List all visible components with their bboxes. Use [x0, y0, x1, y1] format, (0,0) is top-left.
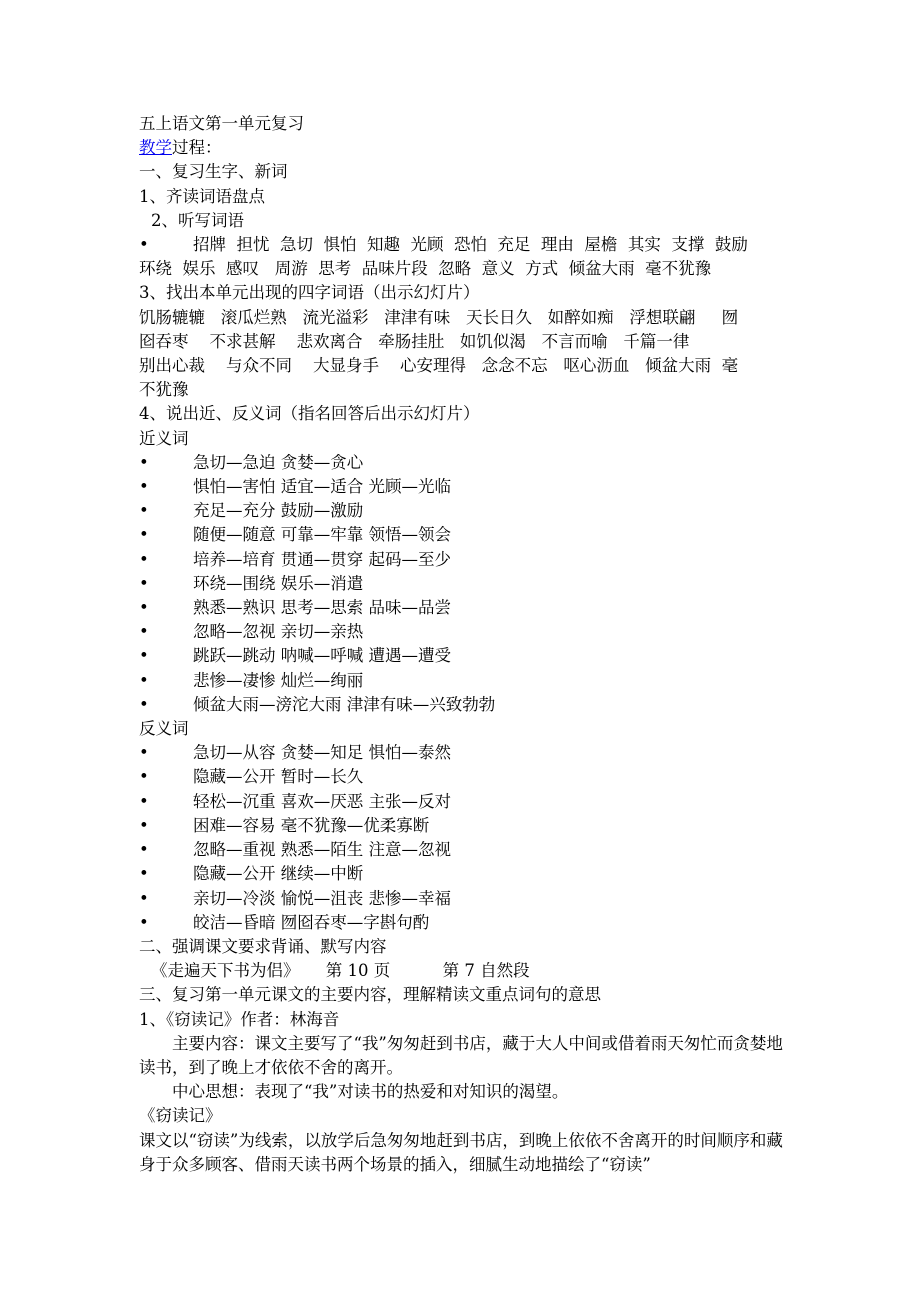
synonym-pair: 跳跃—跳动 呐喊—呼喊 遭遇—遭受 — [193, 646, 451, 666]
bullet: • — [139, 477, 149, 497]
dictation-line-2: 环绕 娱乐 感叹 周游 思考 品味片段 忽略 意义 方式 倾盆大雨 毫不犹豫 — [139, 259, 712, 279]
sec1-item2: 2、听写词语 — [151, 210, 244, 230]
idioms-line-1: 饥肠辘辘 滚瓜烂熟 流光溢彩 津津有味 天长日久 如醉如痴 浮想联翩 囫 — [139, 307, 739, 327]
list-item — [139, 765, 789, 789]
list-item — [139, 814, 789, 838]
bullet: • — [139, 743, 149, 763]
synonym-pair: 忽略—忽视 亲切—亲热 — [193, 622, 364, 642]
list-item — [139, 451, 789, 475]
list-item — [139, 548, 789, 572]
synonyms-list — [139, 451, 789, 717]
antonym-pair: 隐藏—公开 继续—中断 — [193, 864, 364, 884]
sec3-heading: 三、复习第一单元课文的主要内容，理解精读文重点词句的意思 — [139, 985, 601, 1005]
bullet: • — [139, 525, 149, 545]
list-item — [139, 862, 789, 886]
book-title: 《窃读记》 — [139, 1106, 222, 1126]
bullet: • — [139, 452, 149, 472]
antonym-pair: 忽略—重视 熟悉—陌生 注意—忽视 — [193, 840, 451, 860]
synonym-pair: 倾盆大雨—滂沱大雨 津津有味—兴致勃勃 — [193, 694, 496, 714]
idioms-line-3: 别出心裁 与众不同 大显身手 心安理得 念念不忘 呕心沥血 倾盆大雨 毫 — [139, 356, 739, 376]
list-item — [139, 499, 789, 523]
synonyms-heading: 近义词 — [139, 428, 189, 448]
list-item — [139, 887, 789, 911]
list-item — [139, 669, 789, 693]
bullet: • — [139, 622, 149, 642]
sec1-item4: 4、说出近、反义词（指名回答后出示幻灯片） — [139, 404, 480, 424]
sec1-item1: 1、齐读词语盘点 — [139, 186, 265, 206]
synonym-pair: 悲惨—凄惨 灿烂—绚丽 — [193, 670, 364, 690]
bullet: • — [139, 573, 149, 593]
list-item — [139, 596, 789, 620]
synonym-pair: 急切—急迫 贪婪—贪心 — [193, 452, 364, 472]
bullet: • — [139, 888, 149, 908]
doc-title: 五上语文第一单元复习 — [139, 114, 304, 133]
central-idea-paragraph: 中心思想：表现了“我”对读书的热爱和对知识的渴望。 — [172, 1082, 569, 1102]
antonym-pair: 轻松—沉重 喜欢—厌恶 主张—反对 — [193, 791, 451, 811]
synonym-pair: 惧怕—害怕 适宜—适合 光顾—光临 — [193, 477, 451, 497]
synonym-pair: 充足—充分 鼓励—激励 — [193, 501, 364, 521]
analysis-paragraph: 课文以“窃读”为线索，以放学后急匆匆地赶到书店，到晚上依依不舍离开的时间顺序和藏身于众多顾客、借雨天读书两个场景的插入，细腻生动地描绘了“窃读” — [139, 1130, 783, 1174]
list-item — [139, 911, 789, 935]
bullet: • — [139, 646, 149, 666]
list-item — [139, 644, 789, 668]
bullet: • — [139, 235, 149, 255]
list-item — [139, 523, 789, 547]
list-item — [139, 620, 789, 644]
bullet: • — [139, 815, 149, 835]
antonym-pair: 急切—从容 贪婪—知足 惧怕—泰然 — [193, 743, 451, 763]
antonym-pair: 皎洁—昏暗 囫囵吞枣—字斟句酌 — [193, 912, 430, 932]
teaching-link[interactable]: 教学 — [139, 138, 172, 158]
antonyms-heading: 反义词 — [139, 719, 189, 739]
synonym-pair: 培养—培育 贯通—贯穿 起码—至少 — [193, 549, 451, 569]
sec3-item1: 1、《窃读记》作者：林海音 — [139, 1009, 340, 1029]
bullet: • — [139, 840, 149, 860]
antonym-pair: 隐藏—公开 暂时—长久 — [193, 767, 364, 787]
list-item — [139, 741, 789, 765]
bullet: • — [139, 912, 149, 932]
list-item — [139, 790, 789, 814]
list-item — [139, 693, 789, 717]
process-line — [139, 136, 789, 160]
bullet: • — [139, 598, 149, 618]
synonym-pair: 熟悉—熟识 思考—思索 品味—品尝 — [193, 598, 451, 618]
dictation-words-1: 招牌 担忧 急切 惧怕 知趣 光顾 恐怕 充足 理由 屋檐 其实 支撑 鼓励 — [193, 235, 748, 255]
list-item — [139, 572, 789, 596]
bullet: • — [139, 864, 149, 884]
bullet: • — [139, 791, 149, 811]
synonym-pair: 环绕—围绕 娱乐—消遣 — [193, 573, 364, 593]
antonym-pair: 困难—容易 毫不犹豫—优柔寡断 — [193, 815, 430, 835]
dictation-line-1 — [139, 233, 789, 257]
sec2-heading: 二、强调课文要求背诵、默写内容 — [139, 936, 387, 956]
list-item — [139, 475, 789, 499]
bullet: • — [139, 694, 149, 714]
bullet: • — [139, 767, 149, 787]
sec1-heading: 一、复习生字、新词 — [139, 162, 288, 182]
process-label: 过程： — [172, 138, 222, 158]
sec1-item3: 3、找出本单元出现的四字词语（出示幻灯片） — [139, 283, 480, 303]
document-page — [139, 112, 789, 1177]
bullet: • — [139, 501, 149, 521]
sec2-detail: 《走遍天下书为侣》 第 10 页 第 7 自然段 — [151, 961, 530, 981]
antonym-pair: 亲切—冷淡 愉悦—沮丧 悲惨—幸福 — [193, 888, 451, 908]
idioms-line-4: 不犹豫 — [139, 380, 189, 400]
idioms-line-2: 囵吞枣 不求甚解 悲欢离合 牵肠挂肚 如饥似渴 不言而喻 千篇一律 — [139, 331, 690, 351]
synonym-pair: 随便—随意 可靠—牢靠 领悟—领会 — [193, 525, 451, 545]
bullet: • — [139, 670, 149, 690]
antonyms-list — [139, 741, 789, 935]
main-content-paragraph: 主要内容：课文主要写了“我”匆匆赶到书店，藏于大人中间或借着雨天匆忙而贪婪地读书，到了晚上才依依不舍的离开。 — [139, 1033, 783, 1077]
bullet: • — [139, 549, 149, 569]
list-item — [139, 838, 789, 862]
